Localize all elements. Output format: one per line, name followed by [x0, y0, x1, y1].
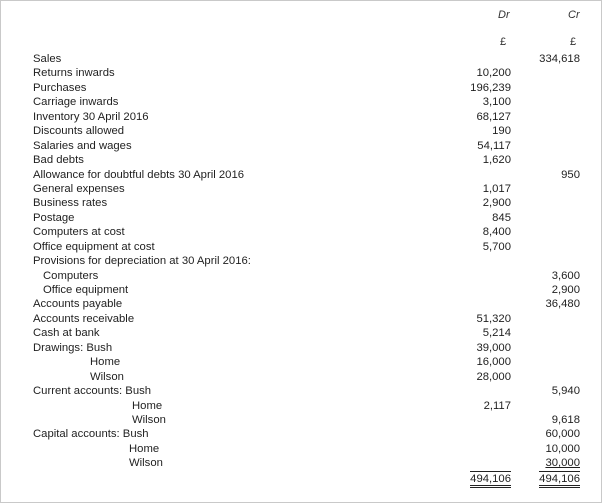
table-row: [1, 52, 602, 66]
dr-value: 28,000: [476, 370, 511, 383]
row-label: Bad debts: [33, 154, 84, 167]
row-label: Purchases: [33, 81, 87, 94]
table-row: [1, 326, 602, 340]
dr-value: 1,620: [482, 154, 511, 167]
cr-currency-label: £: [570, 36, 577, 48]
table-row: [1, 355, 602, 369]
table-row: [1, 442, 602, 456]
row-label: Wilson: [90, 370, 124, 383]
table-row: [1, 240, 602, 254]
row-label: Wilson: [129, 457, 163, 470]
table-row: [1, 269, 602, 283]
row-label: Cash at bank: [33, 327, 100, 340]
dr-value: 68,127: [476, 110, 511, 123]
table-row: [1, 384, 602, 398]
table-row: [1, 312, 602, 326]
dr-value: 196,239: [470, 81, 511, 94]
cr-value: 334,618: [539, 53, 580, 65]
cr-value: 36,480: [545, 298, 580, 311]
row-label: Postage: [33, 211, 75, 224]
table-row: [1, 182, 602, 196]
row-label: Capital accounts: Bush: [33, 428, 149, 441]
table-row: [1, 456, 602, 470]
table-row: [1, 211, 602, 225]
cr-value: 3,600: [551, 269, 580, 282]
cr-value: 60,000: [545, 428, 580, 441]
row-label: Office equipment: [43, 284, 129, 296]
dr-value: 10,200: [476, 67, 511, 80]
dr-value: 16,000: [476, 356, 511, 369]
row-label: Business rates: [33, 197, 108, 210]
table-row: [1, 153, 602, 167]
table-row: [1, 95, 602, 109]
row-label: Drawings: Bush: [33, 341, 113, 354]
dr-value: 54,117: [477, 139, 511, 152]
row-label: Current accounts: Bush: [33, 385, 152, 398]
dr-column-header: Dr: [498, 9, 510, 21]
dr-value: 39,000: [476, 341, 511, 354]
totals-row: [1, 471, 602, 485]
dr-value: 1,017: [482, 182, 511, 195]
row-label: Carriage inwards: [33, 96, 119, 109]
cr-value: 950: [561, 168, 580, 181]
cr-column-header: Cr: [568, 9, 580, 21]
row-label: Office equipment at cost: [33, 240, 155, 253]
trial-balance-rows: [1, 52, 602, 485]
table-row: [1, 124, 602, 138]
dr-value: 3,100: [482, 96, 511, 109]
cr-value: 9,618: [551, 413, 580, 426]
dr-currency-label: £: [500, 36, 507, 48]
dr-value: 8,400: [482, 226, 511, 239]
row-label: Computers: [43, 269, 99, 282]
row-label: Returns inwards: [33, 67, 115, 80]
table-row: [1, 168, 602, 182]
table-row: [1, 254, 602, 268]
dr-value: 845: [492, 211, 511, 224]
cr-value: 5,940: [551, 385, 580, 398]
dr-value: 5,214: [482, 327, 511, 340]
dr-value: 2,117: [483, 399, 511, 412]
row-label: Provisions for depreciation at 30 April 2016:: [33, 255, 251, 268]
row-label: Salaries and wages: [33, 139, 132, 152]
row-label: Inventory 30 April 2016: [33, 110, 149, 123]
table-row: [1, 81, 602, 95]
row-label: Discounts allowed: [33, 125, 125, 138]
table-row: [1, 283, 602, 297]
dr-total: 494,106: [470, 471, 511, 488]
table-row: [1, 297, 602, 311]
row-label: Allowance for doubtful debts 30 April 2016: [33, 168, 245, 181]
table-row: [1, 225, 602, 239]
table-row: [1, 66, 602, 80]
row-label: Accounts receivable: [33, 312, 135, 325]
row-label: Accounts payable: [33, 298, 123, 311]
row-label: Wilson: [132, 413, 166, 426]
cr-value: 2,900: [551, 284, 580, 296]
row-label: Sales: [33, 53, 62, 65]
table-row: [1, 427, 602, 441]
dr-value: 5,700: [482, 240, 511, 253]
cr-total: 494,106: [539, 471, 580, 488]
table-row: [1, 139, 602, 153]
row-label: Computers at cost: [33, 226, 125, 239]
dr-value: 2,900: [482, 197, 511, 210]
table-row: [1, 341, 602, 355]
table-row: [1, 413, 602, 427]
row-label: General expenses: [33, 182, 125, 195]
cr-value: 10,000: [545, 442, 580, 455]
dr-value: 190: [492, 125, 511, 138]
dr-value: 51,320: [476, 312, 511, 325]
row-label: Home: [90, 356, 121, 369]
row-label: Home: [129, 442, 160, 455]
table-row: [1, 370, 602, 384]
table-row: [1, 196, 602, 210]
table-row: [1, 399, 602, 413]
cr-value: 30,000: [545, 457, 580, 470]
row-label: Home: [132, 399, 163, 412]
table-row: [1, 110, 602, 124]
